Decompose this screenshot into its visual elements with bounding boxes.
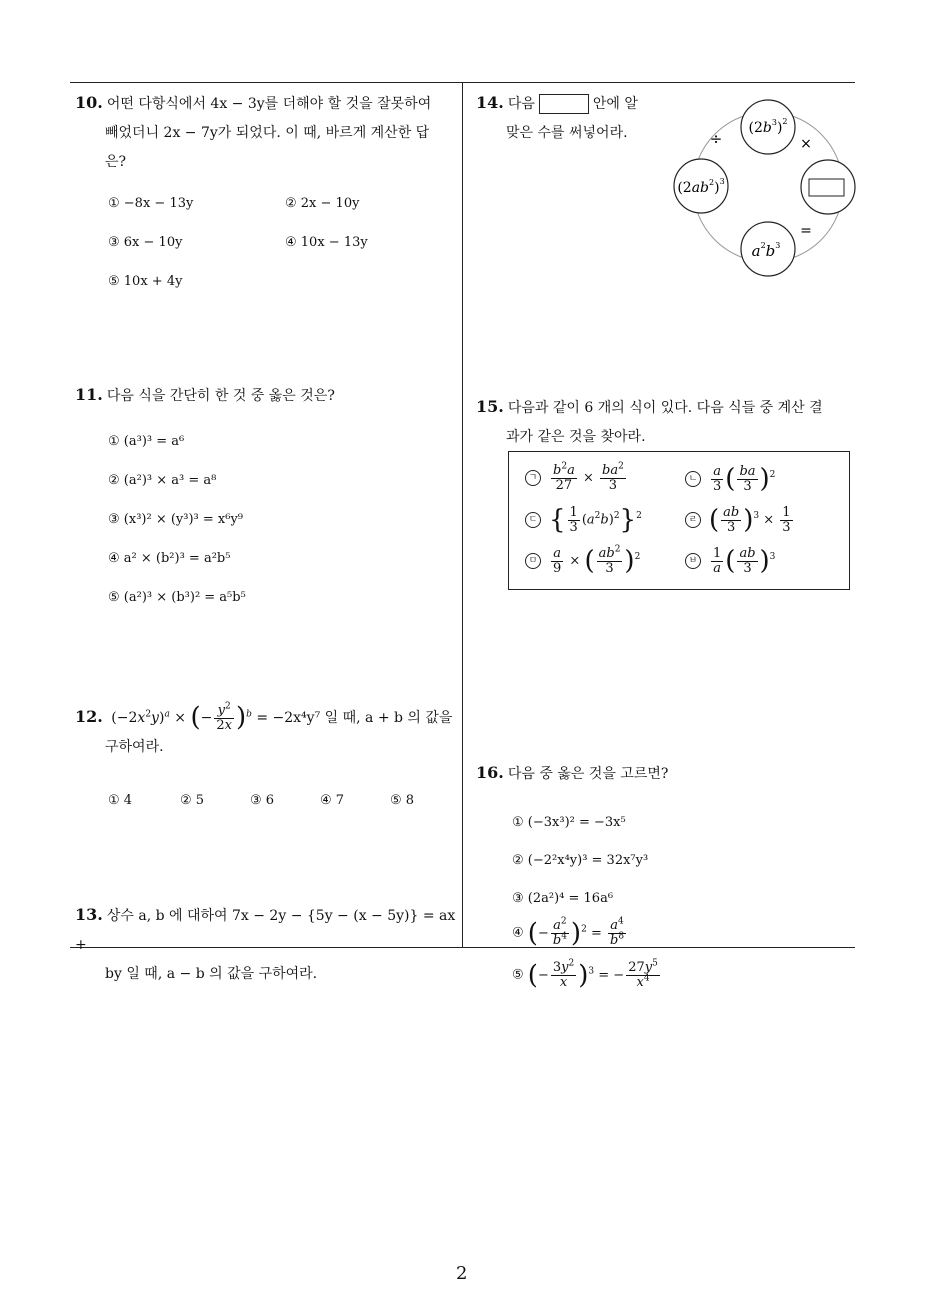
question-number: 14. [476,93,504,112]
choice-4[interactable]: ④ 10x − 13y [285,235,368,250]
question-text: 다음 중 옳은 것을 고르면? [507,766,669,782]
page-number: 2 [456,1263,468,1284]
choice-1[interactable]: ① −8x − 13y [108,196,194,211]
choice-expression: (− $\frac{3y^2}{x}$ )$^3$ = − $\frac{27y^5}{x^4}$ [527,958,658,990]
question-text: 은? [105,154,127,170]
question-text: 다음 식을 간단히 한 것 중 옳은 것은? [106,388,335,404]
question-14 [476,88,676,148]
choice-3[interactable]: ③ 6x − 10y [108,235,183,250]
question-text: by 일 때, a − b 의 값을 구하여라. [105,966,318,982]
choice-5[interactable]: ⑤ (a²)³ × (b³)² = a⁵b⁵ [108,590,246,605]
question-number: 15. [476,397,504,416]
label-3: ㄷ [525,512,541,528]
label-1: ㄱ [525,470,541,486]
choice-2[interactable]: ② (a²)³ × a³ = a⁸ [108,473,217,488]
choice-3[interactable]: ③ 6 [250,793,275,808]
cycle-diagram [668,92,868,282]
node-bottom-expr: $a^2b^3$ [751,241,781,260]
choice-5[interactable]: ⑤ 10x + 4y [108,274,183,289]
label-5: ㅁ [525,553,541,569]
node-top-expr: $(2b^3)^2$ [748,117,788,136]
question-number: 10. [75,93,103,112]
question-text: 안에 알 [592,96,638,112]
choice-marker: ⑤ [512,967,524,983]
divide-sign: ÷ [709,130,723,148]
question-text: 빼었더니 2x − 7y가 되었다. 이 때, 바르게 계산한 답 [105,125,430,141]
question-12 [75,702,460,762]
choice-2[interactable]: ② 5 [180,793,205,808]
question-number: 11. [75,385,103,404]
question-16 [476,758,866,789]
expression-1: ㄱ $\frac{b^2a}{27}$ × $\frac{ba^2}{3}$ [525,464,628,492]
choice-1[interactable]: ① 4 [108,793,133,808]
expression-5: ㅁ $\frac{a}{9}$ × ( $\frac{ab^2}{3}$ )$^2$ [525,546,640,576]
answer-box[interactable] [539,94,589,114]
expression-box [508,451,850,590]
question-text: 구하여라. [105,739,164,755]
node-right-blank [809,179,844,196]
question-11 [75,380,460,411]
times-sign: × [800,136,812,152]
equals-sign: = [800,223,812,239]
choice-1[interactable]: ① (a³)³ = a⁶ [108,434,185,449]
question-15 [476,392,866,452]
question-13 [75,900,460,989]
choice-1[interactable]: ① (−3x³)² = −3x⁵ [512,815,626,830]
question-10 [75,88,460,177]
choice-4[interactable] [512,918,628,948]
question-text: = −2x⁴y⁷ 일 때, a + b 의 값을 [256,710,453,726]
question-number: 16. [476,763,504,782]
expression-2: ㄴ $\frac{a}{3}$ ( $\frac{ba}{3}$ )$^2$ [685,464,775,494]
question-number: 12. [75,707,103,726]
choice-5[interactable]: ⑤ 8 [390,793,415,808]
question-text: 다음 [507,96,535,112]
expression-6: ㅂ $\frac{1}{a}$ ( $\frac{ab}{3}$ )$^3$ [685,546,775,576]
choice-marker: ④ [512,925,524,941]
expression-4: ㄹ ( $\frac{ab}{3}$ )$^3$ × $\frac{1}{3}$ [685,505,795,535]
question-text: 상수 a, b 에 대하여 7x − 2y − {5y − (x − 5y)} = ax + [75,908,456,953]
question-text: 어떤 다항식에서 4x − 3y를 더해야 할 것을 잘못하여 [106,96,432,112]
label-6: ㅂ [685,553,701,569]
choice-3[interactable]: ③ (x³)² × (y³)³ = x⁶y⁹ [108,512,244,527]
node-left-expr: $(2ab^2)^3$ [677,177,725,196]
column-divider [462,82,463,948]
expression-lhs: $(-2x^2y)^a$ × (− $\frac{y^2}{2x}$ )$^b$ [111,701,252,733]
expression-3: ㄷ { $\frac{1}{3}$ $(a^2b)^2\}^2$ [525,505,642,535]
question-text: 과가 같은 것을 찾아라. [506,429,646,445]
choice-4[interactable]: ④ 7 [320,793,345,808]
choice-4[interactable]: ④ a² × (b²)³ = a²b⁵ [108,551,231,566]
question-text: 다음과 같이 6 개의 식이 있다. 다음 식들 중 계산 결 [507,400,823,416]
choice-2[interactable]: ② (−2²x⁴y)³ = 32x⁷y³ [512,853,649,868]
label-4: ㄹ [685,512,701,528]
choice-3[interactable]: ③ (2a²)⁴ = 16a⁶ [512,891,614,906]
question-text: 맞은 수를 써넣어라. [506,125,628,141]
choice-5[interactable] [512,960,662,990]
choice-2[interactable]: ② 2x − 10y [285,196,360,211]
choice-expression: (− $\frac{a^2}{b^4}$ )$^2$ = $\frac{a^4}{b^8}$ [527,916,625,948]
question-number: 13. [75,905,103,924]
label-2: ㄴ [685,471,701,487]
